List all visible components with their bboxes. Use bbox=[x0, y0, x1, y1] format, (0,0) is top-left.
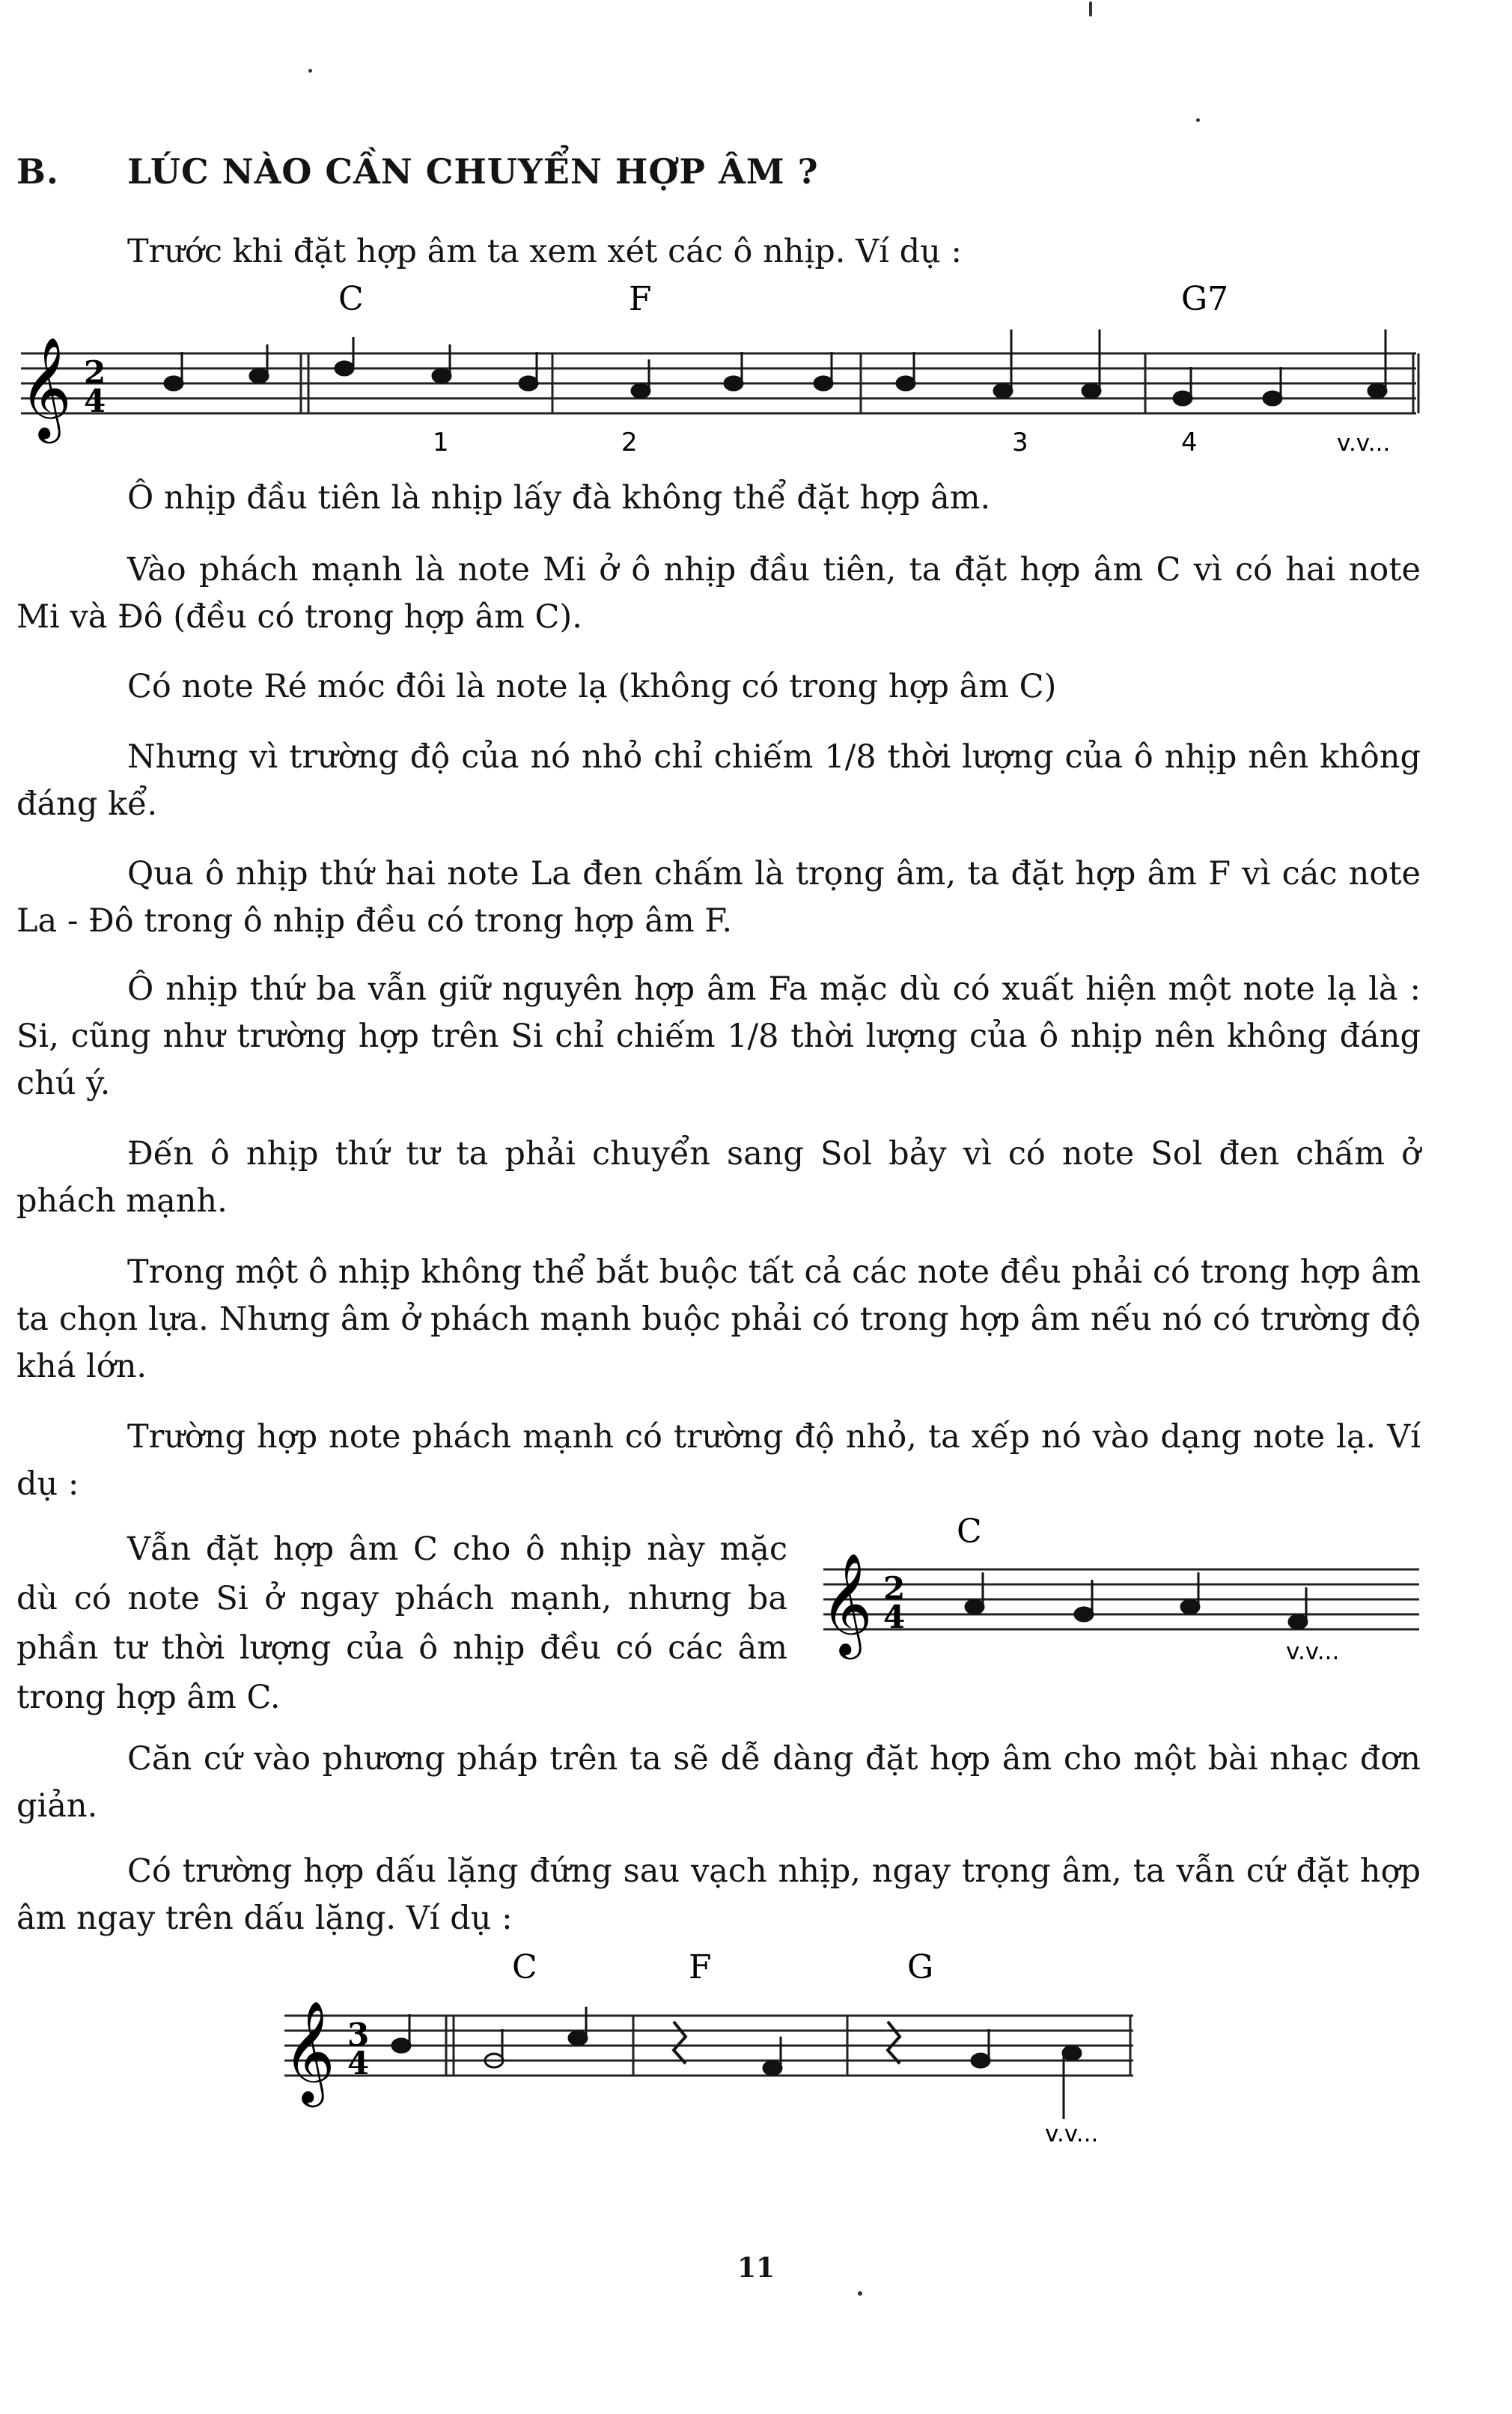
chord-label: F bbox=[689, 1948, 712, 1986]
note bbox=[569, 2031, 587, 2045]
chord-label: C bbox=[512, 1948, 537, 1986]
paragraph-10: Căn cứ vào phương pháp trên ta sẽ dễ dàng đặt hợp âm cho một bài nhạc đơn giản. bbox=[16, 1740, 1421, 1825]
measure-number: 4 bbox=[1181, 428, 1198, 457]
music-example-2 bbox=[808, 1511, 1452, 1691]
chord-label: C bbox=[338, 280, 364, 318]
note bbox=[1289, 1615, 1307, 1629]
treble-clef: 𝄞 bbox=[19, 335, 72, 439]
svg-text:4: 4 bbox=[347, 2045, 370, 2082]
page-number: 11 bbox=[737, 2252, 775, 2284]
svg-text:2: 2 bbox=[84, 354, 106, 391]
note bbox=[1263, 392, 1281, 405]
note bbox=[1063, 2046, 1081, 2060]
scan-speck bbox=[308, 69, 312, 73]
section-title: LÚC NÀO CẦN CHUYỂN HỢP ÂM ? bbox=[127, 151, 819, 192]
note bbox=[1368, 384, 1386, 398]
svg-text:3: 3 bbox=[347, 2016, 370, 2053]
etc-label: v.v... bbox=[1337, 430, 1391, 457]
example-2-text: Vẫn đặt hợp âm C cho ô nhịp này mặc dù có note Si ở ngay phách mạnh, nhưng ba phần tư thời lượng của ô nhịp đều có các âm trong hợp âm C. bbox=[16, 1530, 787, 1716]
note bbox=[392, 2039, 410, 2052]
etc-label: v.v... bbox=[1045, 2120, 1099, 2147]
note bbox=[1174, 392, 1192, 405]
note bbox=[335, 362, 353, 375]
paragraph-6: Ô nhịp thứ ba vẫn giữ nguyên hợp âm Fa mặc dù có xuất hiện một note lạ là : Si, cũng như trường hợp trên Si chỉ chiếm 1/8 thời lượng của ô nhịp nên không đáng chú ý. bbox=[16, 970, 1421, 1102]
note bbox=[994, 384, 1012, 398]
section-heading bbox=[16, 151, 819, 192]
note bbox=[763, 2061, 781, 2075]
chord-label: G7 bbox=[1181, 280, 1229, 318]
svg-text:2: 2 bbox=[883, 1570, 906, 1607]
paragraph-11: Có trường hợp dấu lặng đứng sau vạch nhịp, ngay trọng âm, ta vẫn cứ đặt hợp âm ngay trên dấu lặng. Ví dụ : bbox=[16, 1852, 1421, 1937]
paragraph-3: Có note Ré móc đôi là note lạ (không có trong hợp âm C) bbox=[127, 668, 1057, 705]
paragraph-1: Ô nhịp đầu tiên là nhịp lấy đà không thể đặt hợp âm. bbox=[127, 479, 991, 517]
paragraph-8: Trong một ô nhịp không thể bắt buộc tất cả các note đều phải có trong hợp âm ta chọn lựa. Nhưng âm ở phách mạnh buộc phải có trong hợp âm nếu nó có trường độ khá lớn. bbox=[16, 1253, 1421, 1385]
music-example-3 bbox=[269, 1947, 1168, 2147]
note bbox=[433, 369, 451, 383]
chord-label: C bbox=[957, 1512, 982, 1551]
paragraph-9: Trường hợp note phách mạnh có trường độ nhỏ, ta xếp nó vào dạng note lạ. Ví dụ : bbox=[16, 1418, 1421, 1503]
scan-speck bbox=[1196, 118, 1200, 122]
svg-text:4: 4 bbox=[883, 1599, 906, 1635]
note bbox=[632, 384, 650, 398]
treble-clef: 𝄞 bbox=[820, 1551, 873, 1655]
note bbox=[814, 377, 832, 390]
treble-clef: 𝄞 bbox=[283, 1999, 335, 2103]
paragraph-4: Nhưng vì trường độ của nó nhỏ chỉ chiếm 1/8 thời lượng của ô nhịp nên không đáng kể. bbox=[16, 738, 1421, 823]
note bbox=[250, 369, 268, 383]
svg-text:4: 4 bbox=[84, 383, 106, 419]
rest-marks bbox=[674, 2022, 900, 2064]
intro-text: Trước khi đặt hợp âm ta xem xét các ô nhịp. Ví dụ : bbox=[127, 233, 962, 270]
measure-number: 3 bbox=[1012, 428, 1028, 457]
music-example-1 bbox=[0, 280, 1512, 479]
paragraph-2: Vào phách mạnh là note Mi ở ô nhịp đầu tiên, ta đặt hợp âm C vì có hai note Mi và Đô (đều có trong hợp âm C). bbox=[16, 551, 1421, 636]
etc-label: v.v... bbox=[1286, 1638, 1340, 1665]
paragraph-5: Qua ô nhịp thứ hai note La đen chấm là trọng âm, ta đặt hợp âm F vì các note La - Đô trong ô nhịp đều có trong hợp âm F. bbox=[16, 855, 1421, 940]
section-number: B. bbox=[16, 151, 59, 192]
staff-lines bbox=[21, 353, 1416, 413]
note bbox=[1082, 384, 1100, 398]
measure-number: 2 bbox=[621, 428, 638, 457]
note bbox=[966, 1600, 984, 1614]
scan-speck bbox=[858, 2291, 862, 2296]
scan-speck bbox=[1089, 1, 1092, 16]
measure-number: 1 bbox=[433, 428, 449, 457]
note bbox=[1181, 1600, 1199, 1614]
chord-label: G bbox=[907, 1948, 934, 1986]
note bbox=[519, 377, 537, 390]
paragraph-7: Đến ô nhịp thứ tư ta phải chuyển sang Sol bảy vì có note Sol đen chấm ở phách mạnh. bbox=[16, 1135, 1421, 1220]
note bbox=[897, 377, 915, 390]
note bbox=[972, 2054, 990, 2067]
note bbox=[725, 377, 743, 390]
note bbox=[165, 377, 183, 390]
note bbox=[1075, 1608, 1093, 1621]
chord-label: F bbox=[629, 280, 652, 318]
